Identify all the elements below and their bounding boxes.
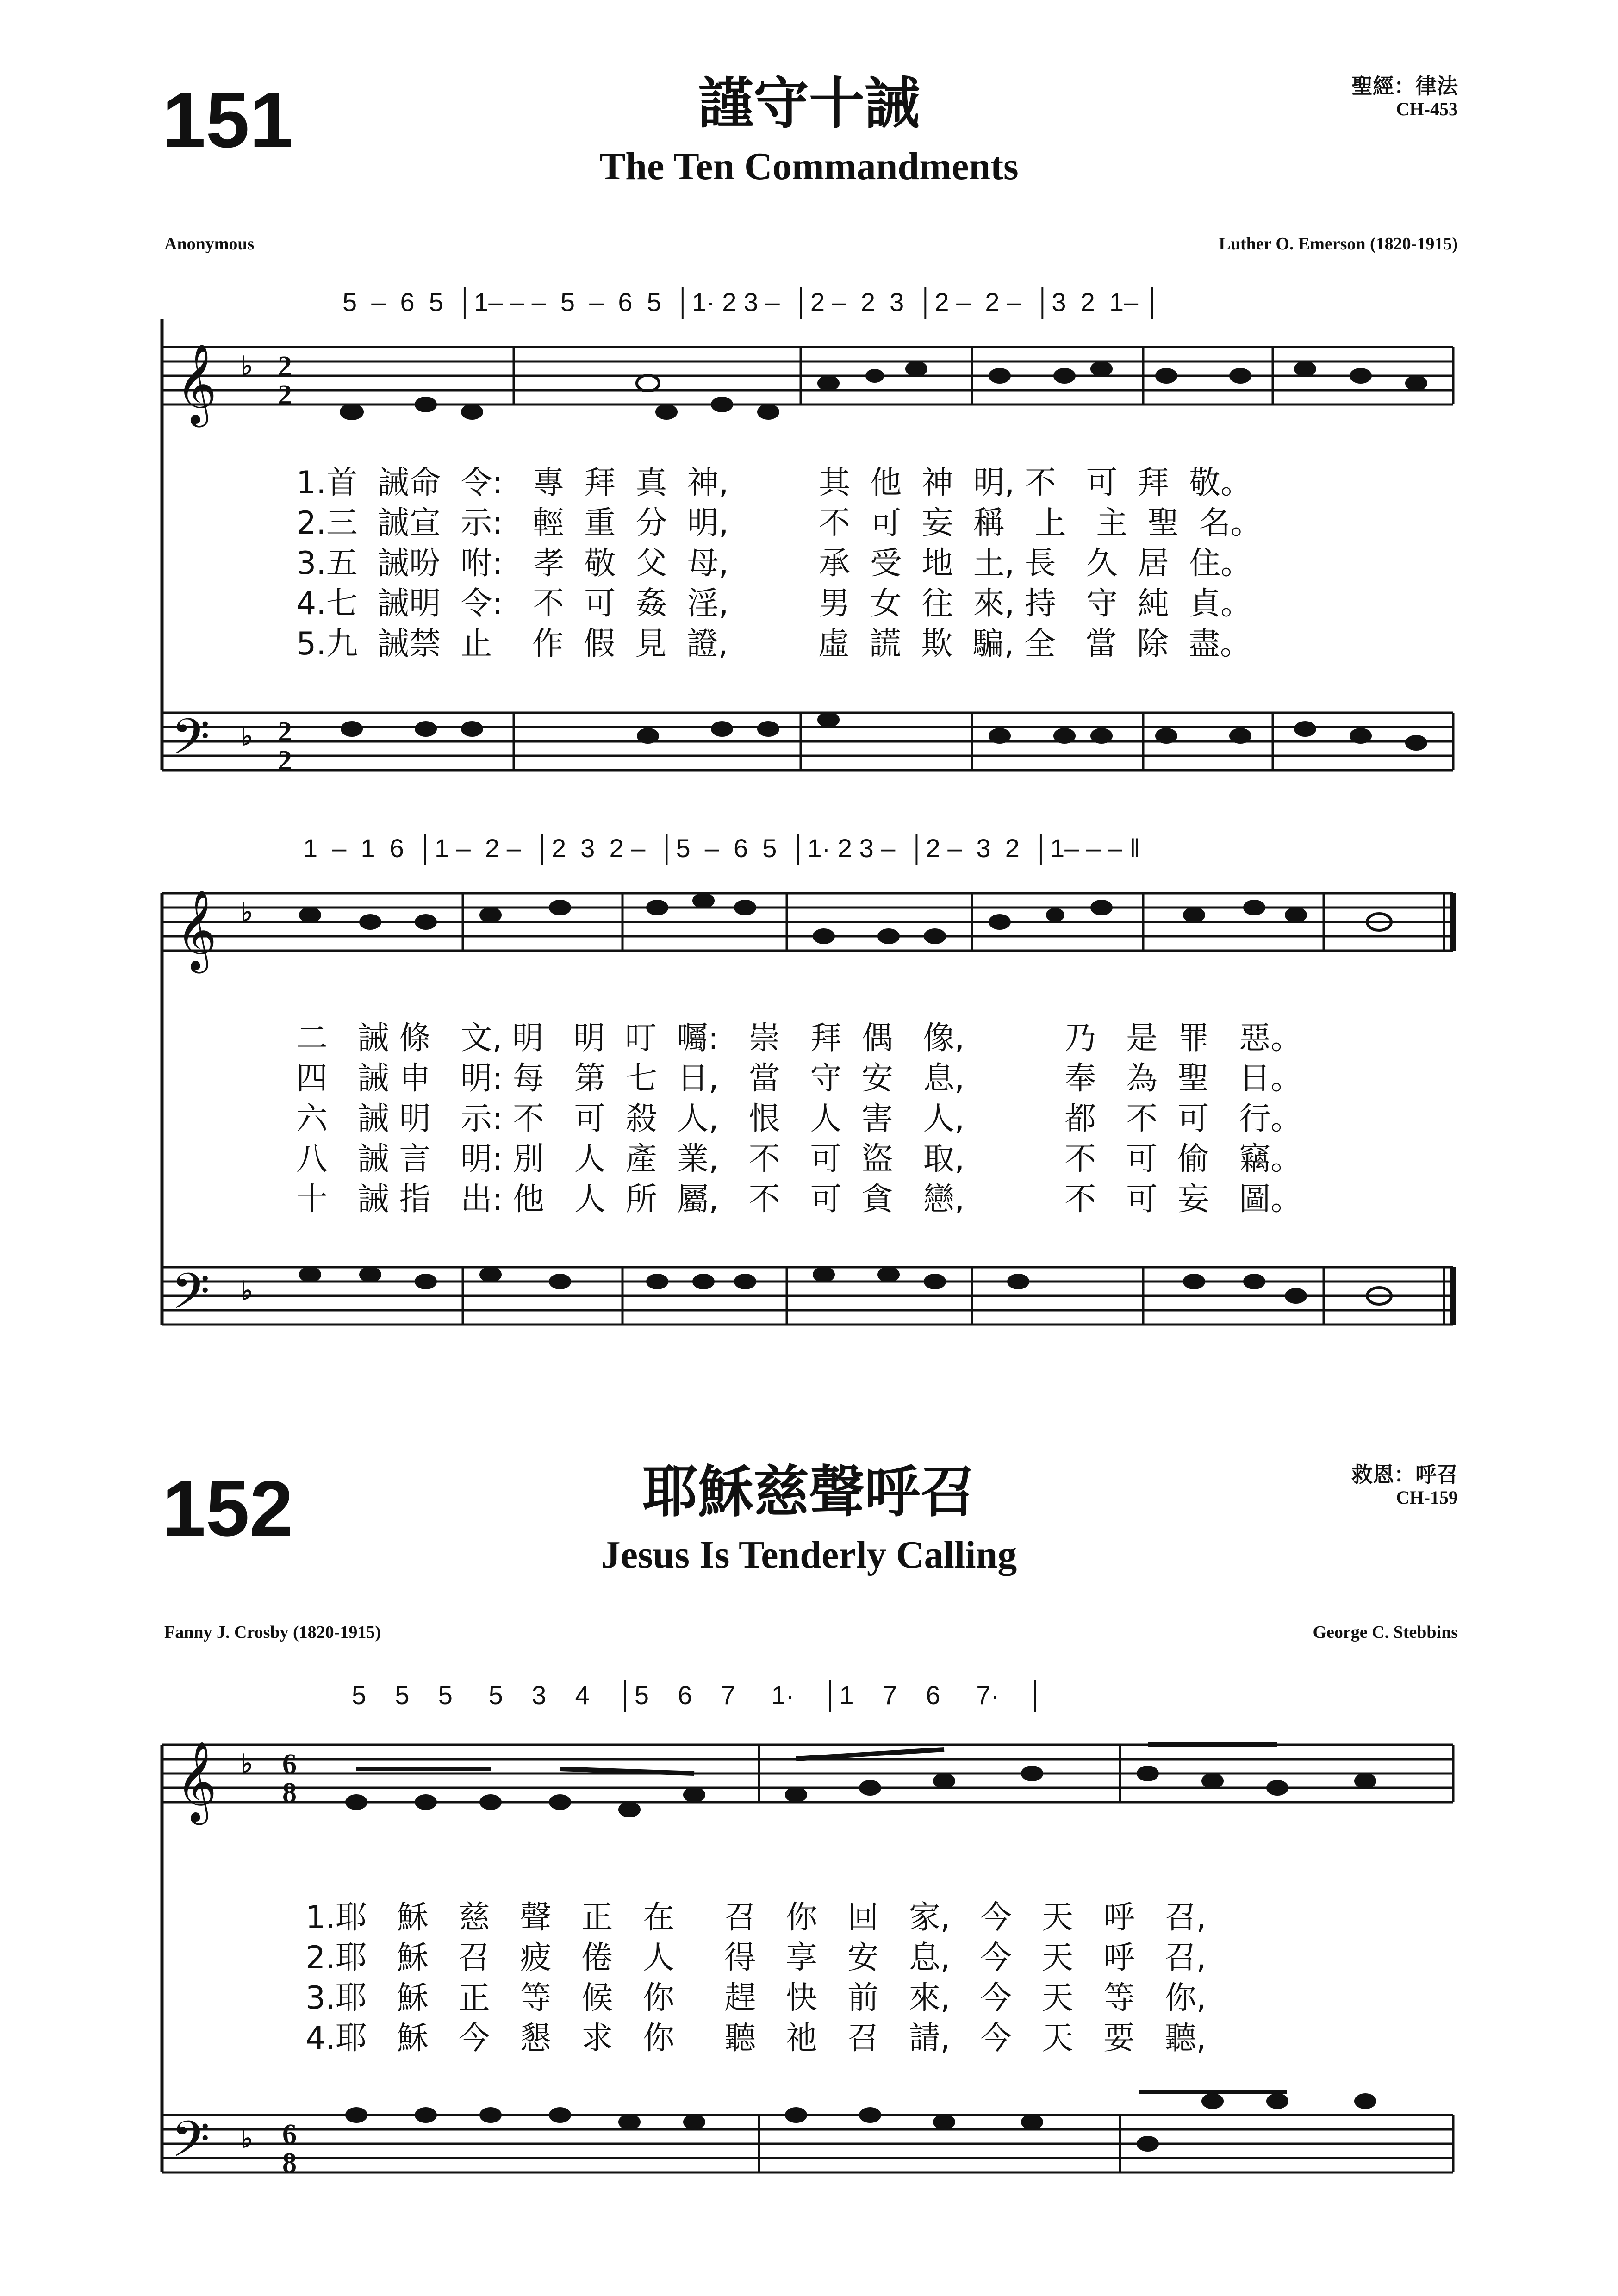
category-label: 救恩：呼召 — [1351, 1462, 1458, 1487]
svg-text:2: 2 — [278, 351, 292, 382]
svg-text:♭: ♭ — [241, 1750, 253, 1779]
svg-text:𝄢: 𝄢 — [171, 1262, 210, 1332]
lyrics-verse-4: 4.耶 穌 今 懇 求 你 聽 祂 召 請, 今 天 要 聽, — [305, 2020, 1207, 2057]
svg-text:2: 2 — [278, 380, 292, 411]
hymn-code: CH-453 — [1396, 98, 1458, 119]
hymn-title-en: The Ten Commandments — [599, 145, 1019, 188]
lyrics-verse-1: 二 誡 條 文, 明 明 叮 囑: 崇 拜 偶 像, 乃 是 罪 惡。 — [296, 1020, 1302, 1057]
svg-text:𝄢: 𝄢 — [171, 2110, 210, 2180]
svg-text:𝄞: 𝄞 — [176, 1741, 217, 1822]
words-credit: Fanny J. Crosby (1820-1915) — [164, 1623, 381, 1642]
svg-text:6: 6 — [282, 2119, 297, 2150]
svg-text:𝄞: 𝄞 — [176, 890, 217, 970]
lyrics-verse-3: 3.耶 穌 正 等 候 你 趕 快 前 來, 今 天 等 你, — [305, 1980, 1207, 2016]
lyrics-verse-4: 4.七 誡明 令: 不 可 姦 淫, 男 女 往 來, 持 守 純 貞。 — [296, 585, 1252, 622]
hymn-code: CH-159 — [1396, 1487, 1458, 1508]
svg-text:♭: ♭ — [241, 722, 253, 751]
svg-text:♭: ♭ — [241, 898, 253, 927]
category-label: 聖經：律法 — [1351, 74, 1458, 99]
svg-text:2: 2 — [278, 716, 292, 748]
lyrics-verse-3: 3.五 誡吩 咐: 孝 敬 父 母, 承 受 地 土, 長 久 居 住。 — [296, 545, 1252, 582]
hymn-number: 152 — [162, 1465, 293, 1553]
hymn-title-zh: 謹守十誡 — [698, 72, 920, 136]
lyrics-verse-1: 1.耶 穌 慈 聲 正 在 召 你 回 家, 今 天 呼 召, — [305, 1899, 1207, 1936]
lyrics-verse-3: 六 誡 明 示: 不 可 殺 人, 恨 人 害 人, 都 不 可 行。 — [296, 1101, 1302, 1137]
svg-text:♭: ♭ — [241, 352, 253, 381]
svg-text:2: 2 — [278, 745, 292, 777]
hymn-title-en: Jesus Is Tenderly Calling — [601, 1533, 1017, 1576]
svg-text:𝄢: 𝄢 — [171, 708, 210, 778]
jianpu-line: 5 – 6 5 │1– – – 5 – 6 5 │1· 2 3 – │2 – 2 3 │2 – 2 – │3 2 1– │ — [342, 287, 1162, 317]
svg-text:𝄞: 𝄞 — [176, 343, 217, 424]
lyrics-verse-2: 四 誡 申 明: 每 第 七 日, 當 守 安 息, 奉 為 聖 日。 — [296, 1060, 1302, 1097]
svg-text:♭: ♭ — [241, 2125, 253, 2153]
lyrics-verse-5: 十 誡 指 出: 他 人 所 屬, 不 可 貪 戀, 不 可 妄 圖。 — [296, 1181, 1302, 1218]
words-credit: Anonymous — [164, 234, 255, 254]
jianpu-line: 5 5 5 5 3 4 │5 6 7 1· │1 7 6 7· │ — [352, 1680, 1045, 1710]
hymn-number: 151 — [162, 76, 293, 164]
lyrics-verse-2: 2.三 誡宣 示: 輕 重 分 明, 不 可 妄 稱 上 主 聖 名。 — [296, 505, 1262, 541]
hymn-title-zh: 耶穌慈聲呼召 — [642, 1460, 976, 1524]
lyrics-verse-5: 5.九 誡禁 止 作 假 見 證, 虛 謊 欺 騙, 全 當 除 盡。 — [296, 626, 1251, 662]
svg-text:6: 6 — [282, 1748, 297, 1780]
lyrics-verse-4: 八 誡 言 明: 別 人 產 業, 不 可 盜 取, 不 可 偷 竊。 — [296, 1141, 1302, 1177]
music-credit: George C. Stebbins — [1313, 1623, 1458, 1642]
lyrics-verse-2: 2.耶 穌 召 疲 倦 人 得 享 安 息, 今 天 呼 召, — [305, 1940, 1207, 1976]
svg-text:8: 8 — [282, 1777, 297, 1809]
svg-text:8: 8 — [282, 2147, 297, 2179]
lyrics-verse-1: 1.首 誡命 令: 專 拜 真 神, 其 他 神 明, 不 可 拜 敬。 — [296, 465, 1252, 501]
svg-text:♭: ♭ — [241, 1277, 253, 1306]
jianpu-line: 1 – 1 6 │1 – 2 – │2 3 2 – │5 – 6 5 │1· 2 3 – │2 – 3 2 │1– – – ‖ — [303, 834, 1140, 863]
music-credit: Luther O. Emerson (1820-1915) — [1219, 234, 1458, 254]
